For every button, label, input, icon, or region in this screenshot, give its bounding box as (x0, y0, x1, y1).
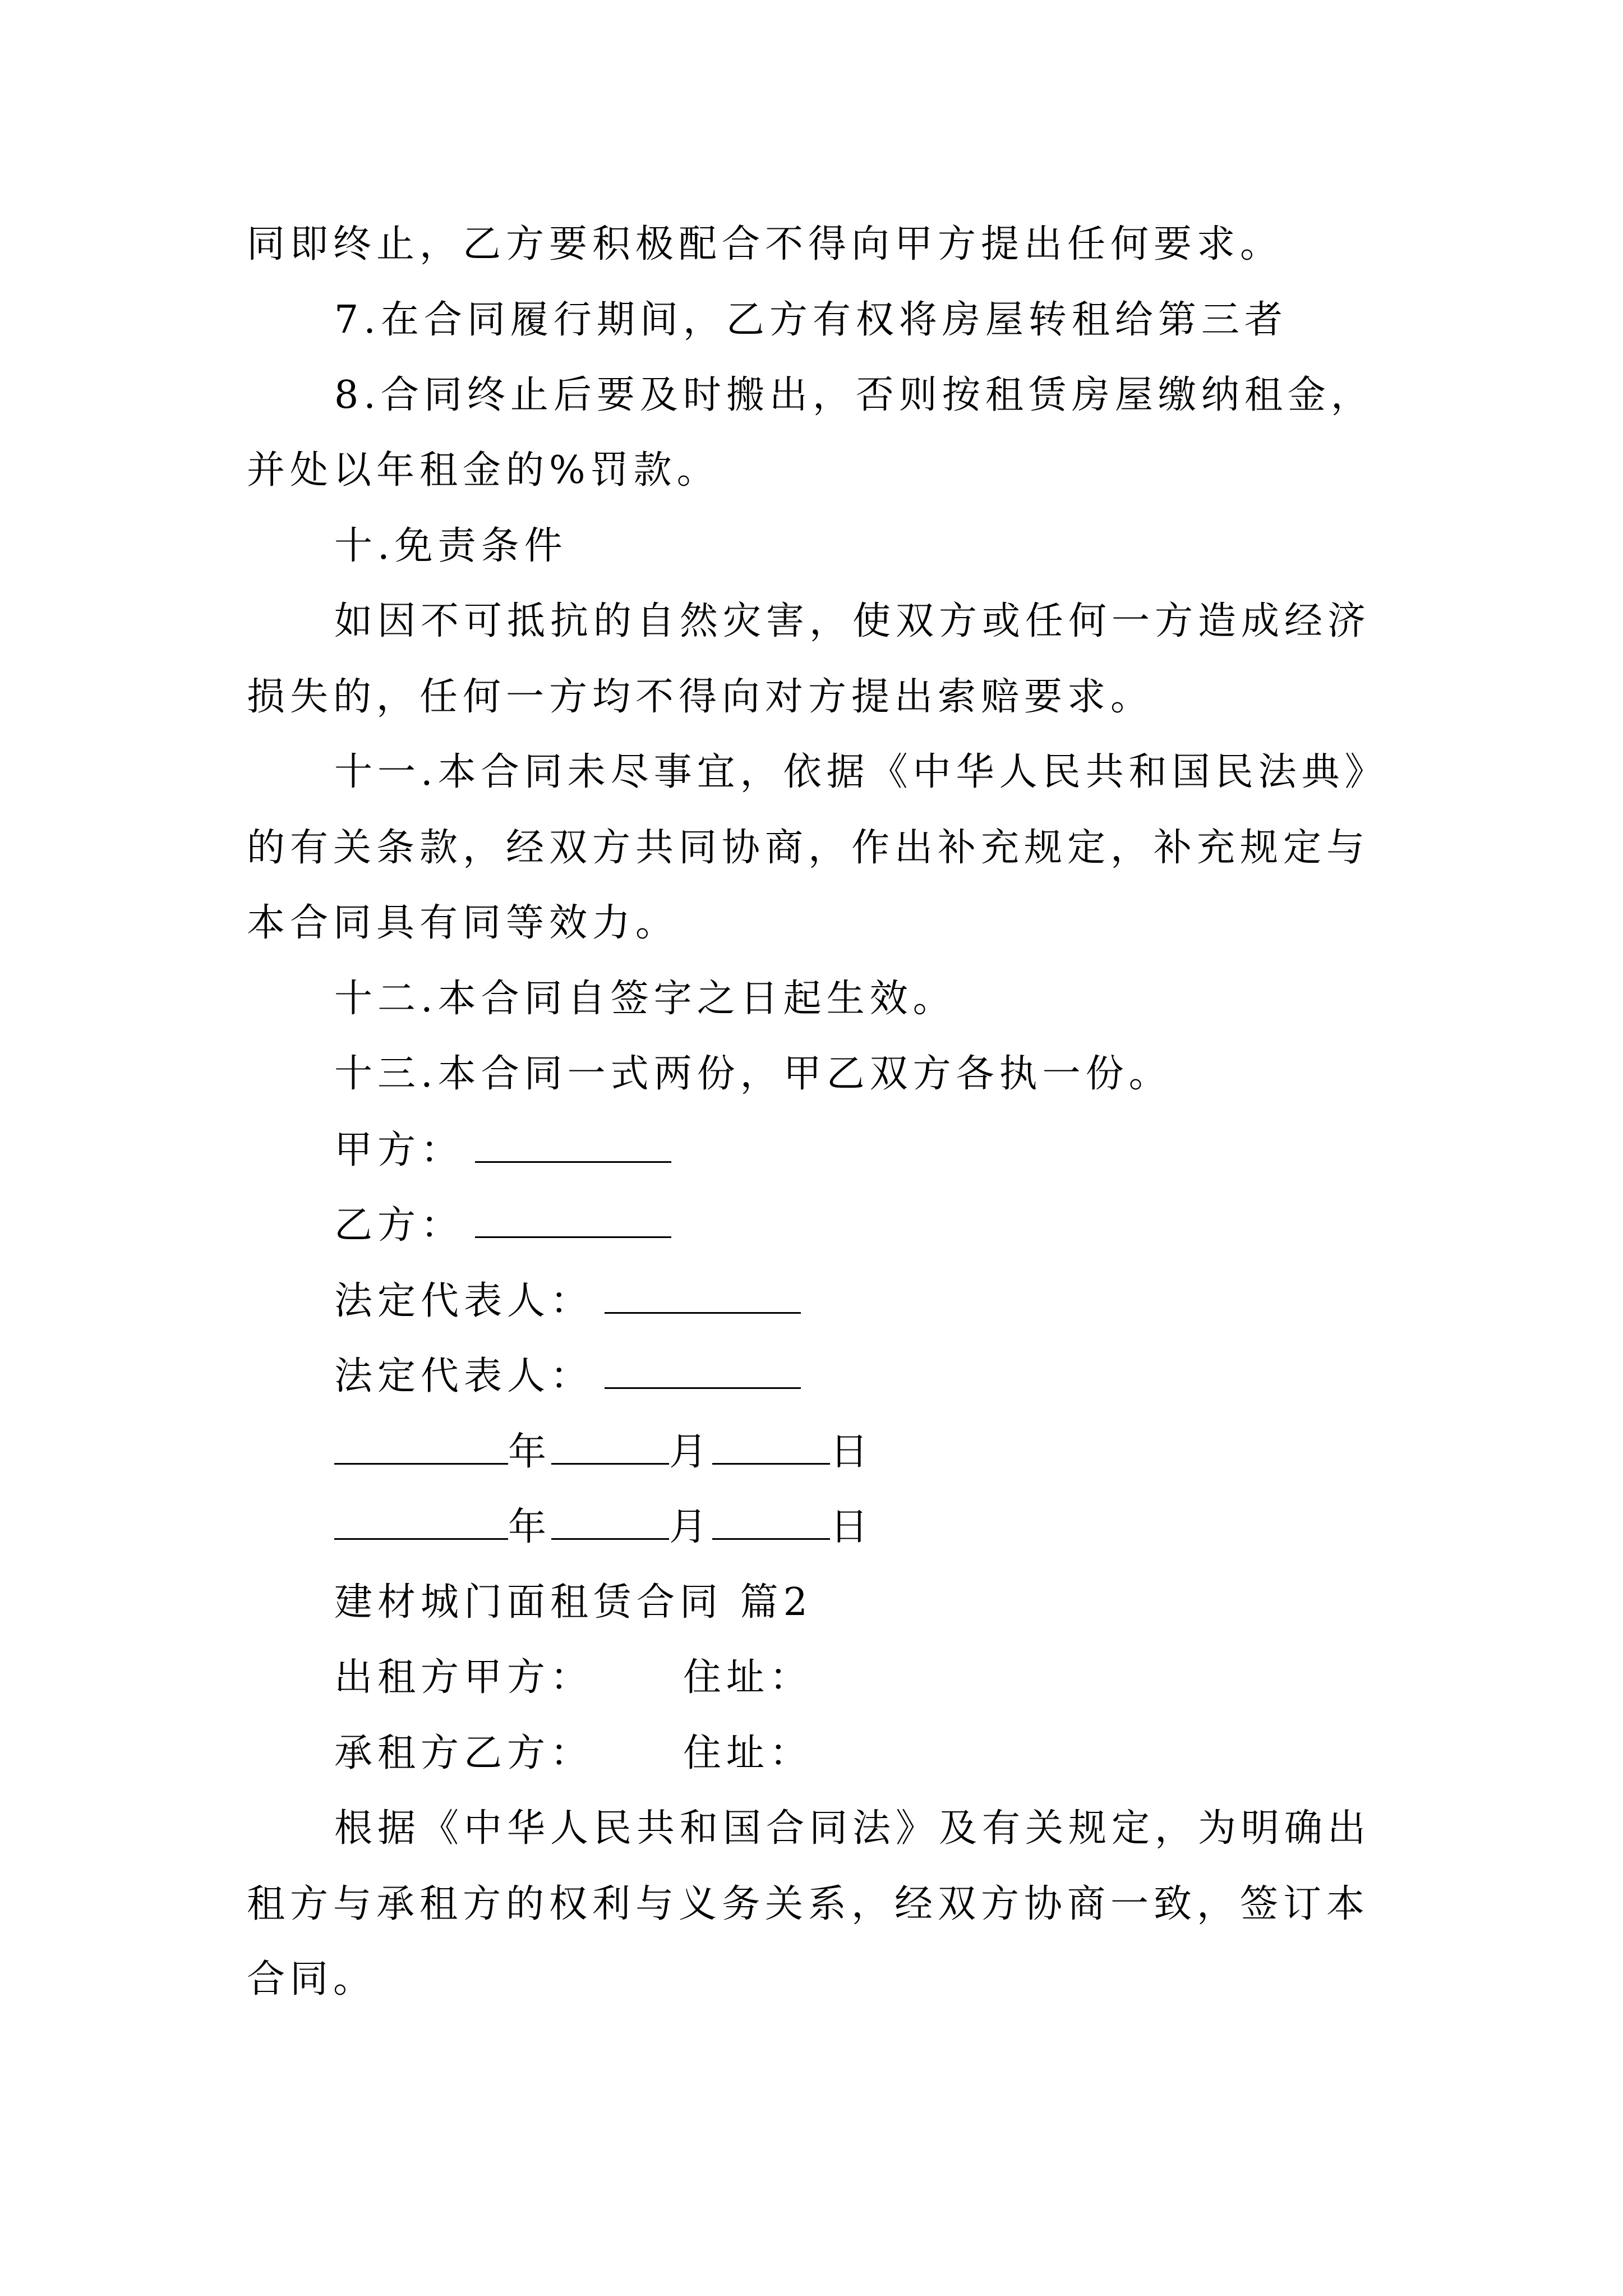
text-line: 的有关条款，经双方共同协商，作出补充规定，补充规定与 (247, 826, 1370, 870)
legal-rep-2-signature (334, 1354, 1512, 1399)
text-line: 如因不可抵抗的自然灾害，使双方或任何一方造成经济 (334, 599, 1371, 643)
month-label: 月 (669, 1430, 713, 1474)
month-blank (551, 1429, 669, 1465)
legal-rep-2-blank (605, 1354, 801, 1389)
section-title: 建材城门面租赁合同 篇2 (334, 1580, 813, 1625)
lessee-line (334, 1731, 1512, 1776)
date-line-1 (334, 1429, 1512, 1475)
text-line: 并处以年租金的%罚款。 (247, 448, 720, 493)
text-line: 本合同具有同等效力。 (247, 901, 679, 945)
text-line: 损失的，任何一方均不得向对方提出索赔要求。 (247, 675, 1154, 719)
section-heading-10: 十.免责条件 (334, 524, 568, 568)
preamble-line: 根据《中华人民共和国合同法》及有关规定，为明确出 (334, 1806, 1371, 1851)
day-blank (712, 1504, 830, 1540)
year-label: 年 (508, 1505, 552, 1549)
party-b-blank (475, 1203, 671, 1238)
year-blank (334, 1504, 508, 1540)
party-a-label: 甲方： (334, 1128, 464, 1172)
text-line: 同即终止，乙方要积极配合不得向甲方提出任何要求。 (247, 222, 1284, 266)
clause-7: 7.在合同履行期间，乙方有权将房屋转租给第三者 (334, 298, 1288, 342)
lessor-line (334, 1655, 1512, 1700)
year-blank (334, 1429, 508, 1465)
lessor-address-label: 住址： (683, 1655, 813, 1700)
clause-13: 十三.本合同一式两份，甲乙双方各执一份。 (334, 1052, 1172, 1096)
day-label: 日 (830, 1430, 874, 1474)
legal-rep-1-signature (334, 1278, 1512, 1324)
date-line-2 (334, 1504, 1512, 1550)
party-b-label: 乙方： (334, 1203, 464, 1248)
lessor-label: 出租方甲方： (334, 1655, 594, 1700)
party-b-signature (334, 1203, 1512, 1248)
lessee-address-label: 住址： (683, 1731, 813, 1775)
lessee-label: 承租方乙方： (334, 1731, 594, 1775)
party-a-signature (334, 1128, 1512, 1173)
year-label: 年 (508, 1430, 552, 1474)
clause-8: 8.合同终止后要及时搬出，否则按租赁房屋缴纳租金， (334, 373, 1374, 417)
legal-rep-1-blank (605, 1278, 801, 1314)
clause-12: 十二.本合同自签字之日起生效。 (334, 977, 956, 1021)
party-a-blank (475, 1128, 671, 1163)
legal-rep-1-label: 法定代表人： (334, 1279, 594, 1323)
preamble-line: 合同。 (247, 1957, 377, 2001)
legal-rep-2-label: 法定代表人： (334, 1354, 594, 1398)
month-blank (551, 1504, 669, 1540)
preamble-line: 租方与承租方的权利与义务关系，经双方协商一致，签订本 (247, 1882, 1370, 1926)
clause-11: 十一.本合同未尽事宜，依据《中华人民共和国民法典》 (334, 750, 1388, 794)
day-blank (712, 1429, 830, 1465)
day-label: 日 (830, 1505, 874, 1549)
month-label: 月 (669, 1505, 713, 1549)
